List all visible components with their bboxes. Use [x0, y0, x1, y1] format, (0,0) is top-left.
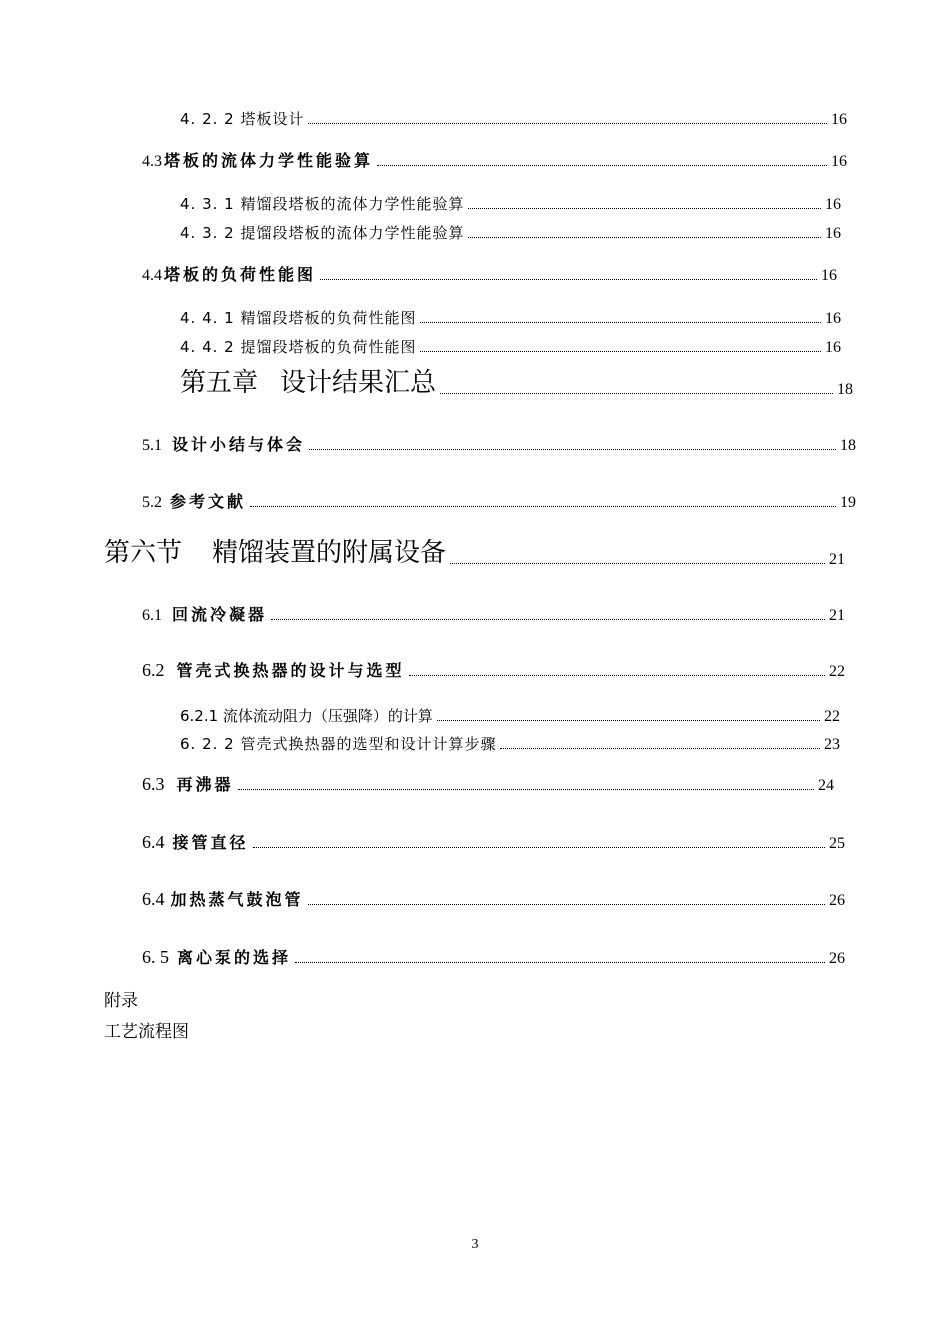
dot-leader — [295, 962, 825, 963]
toc-entry-label — [142, 945, 291, 968]
toc-entry[interactable] — [142, 830, 845, 853]
toc-section-number: 6. 5 — [142, 947, 169, 967]
toc-section-title: 离心泵的选择 — [177, 948, 292, 967]
toc-entry-label: 6. 2. 2 管壳式换热器的选型和设计计算步骤 — [180, 735, 497, 753]
dot-leader — [468, 237, 821, 238]
toc-entry-label — [142, 772, 234, 795]
toc-page-number: 21 — [829, 607, 845, 624]
toc-entry[interactable] — [142, 489, 856, 512]
toc-page-number: 16 — [825, 310, 841, 327]
dot-leader — [238, 789, 814, 790]
dot-leader — [271, 619, 825, 620]
toc-entry[interactable] — [180, 307, 841, 328]
toc-page-number: 16 — [831, 111, 847, 128]
toc-entry[interactable] — [142, 887, 845, 910]
dot-leader — [309, 449, 836, 450]
toc-entry-label: 4. 4. 1 精馏段塔板的负荷性能图 — [180, 309, 417, 327]
toc-page-number: 19 — [840, 494, 856, 511]
toc-entry-label: 4. 2. 2 塔板设计 — [180, 110, 305, 128]
toc-chapter-entry[interactable] — [104, 532, 845, 569]
toc-entry[interactable] — [142, 262, 837, 285]
toc-section-title: 塔板的负荷性能图 — [164, 265, 317, 284]
dot-leader — [500, 748, 820, 749]
toc-section-title: 再沸器 — [176, 775, 234, 794]
toc-page-number: 16 — [825, 339, 841, 356]
toc-entry-label: 4. 3. 2 提馏段塔板的流体力学性能验算 — [180, 224, 465, 242]
dot-leader — [437, 720, 820, 721]
toc-chapter-label — [180, 362, 436, 399]
page-number: 3 — [471, 1237, 479, 1252]
appendix-title[interactable]: 附录 — [104, 991, 138, 1011]
toc-entry-label: 6.2.1 流体流动阻力（压强降）的计算 — [180, 707, 433, 725]
toc-entry[interactable] — [142, 945, 845, 968]
dot-leader — [250, 506, 836, 507]
toc-chapter-entry[interactable] — [180, 362, 853, 399]
toc-page-number: 23 — [824, 736, 840, 753]
dot-leader — [440, 393, 833, 394]
toc-entry-label — [142, 602, 267, 625]
toc-section-number: 4.3 — [142, 153, 162, 170]
toc-entry[interactable] — [180, 193, 841, 214]
toc-section-number: 5.1 — [142, 437, 162, 454]
dot-leader — [253, 847, 825, 848]
toc-page-number: 16 — [821, 267, 837, 284]
dot-leader — [420, 351, 821, 352]
toc-entry-label — [142, 887, 304, 910]
toc-section-number: 6.4 — [142, 889, 165, 909]
toc-section-number: 5.2 — [142, 494, 162, 511]
toc-page-number: 16 — [825, 196, 841, 213]
toc-page-number: 16 — [831, 153, 847, 170]
chapter-number: 第五章 — [180, 368, 259, 398]
toc-entry[interactable] — [142, 148, 847, 171]
toc-entry[interactable] — [142, 602, 845, 625]
dot-leader — [320, 279, 817, 280]
toc-entry[interactable] — [180, 705, 840, 726]
toc-entry[interactable] — [142, 772, 834, 795]
toc-entry-label: 4. 3. 1 精馏段塔板的流体力学性能验算 — [180, 195, 465, 213]
dot-leader — [450, 563, 825, 564]
toc-entry-label — [142, 658, 405, 681]
toc-section-title: 回流冷凝器 — [172, 605, 268, 624]
toc-entry-label — [142, 432, 305, 455]
chapter-title: 设计结果汇总 — [280, 368, 437, 398]
toc-entry[interactable] — [180, 336, 841, 357]
toc-section-title: 加热蒸气鼓泡管 — [170, 890, 304, 909]
toc-section-title: 管壳式换热器的设计与选型 — [176, 661, 405, 680]
toc-section-number: 4.4 — [142, 267, 162, 284]
appendix-item[interactable]: 工艺流程图 — [104, 1022, 189, 1042]
toc-page-number: 26 — [829, 950, 845, 967]
toc-page-number: 22 — [824, 708, 840, 725]
toc-page-number: 16 — [825, 225, 841, 242]
toc-section-number: 6.4 — [142, 832, 165, 852]
toc-entry[interactable] — [180, 108, 847, 129]
chapter-number: 第六节 — [104, 538, 183, 568]
toc-page-number: 25 — [829, 835, 845, 852]
toc-page-number: 18 — [840, 437, 856, 454]
toc-section-title: 设计小结与体会 — [172, 435, 306, 454]
toc-section-title: 参考文献 — [170, 492, 247, 511]
toc-entry-label: 4. 4. 2 提馏段塔板的负荷性能图 — [180, 338, 417, 356]
toc-entry-label — [142, 830, 249, 853]
toc-entry[interactable] — [142, 432, 856, 455]
toc-page-number: 18 — [837, 381, 853, 398]
toc-entry-label — [142, 489, 246, 512]
dot-leader — [420, 322, 821, 323]
toc-entry[interactable] — [180, 222, 841, 243]
toc-page-number: 26 — [829, 892, 845, 909]
dot-leader — [308, 904, 825, 905]
toc-entry-label — [142, 148, 373, 171]
toc-page-number: 24 — [818, 777, 834, 794]
dot-leader — [377, 165, 827, 166]
chapter-title: 精馏装置的附属设备 — [212, 538, 447, 568]
toc-entry[interactable] — [142, 658, 845, 681]
toc-section-title: 接管直径 — [172, 833, 249, 852]
dot-leader — [308, 123, 827, 124]
toc-entry-label — [142, 262, 316, 285]
toc-section-number: 6.1 — [142, 607, 162, 624]
toc-section-number: 6.3 — [142, 774, 165, 794]
dot-leader — [409, 675, 825, 676]
toc-entry[interactable] — [180, 733, 840, 754]
toc-page-number: 21 — [829, 551, 845, 568]
toc-page-number: 22 — [829, 663, 845, 680]
toc-section-number: 6.2 — [142, 660, 165, 680]
toc-chapter-label — [104, 532, 446, 569]
toc-section-title: 塔板的流体力学性能验算 — [164, 151, 374, 170]
dot-leader — [468, 208, 821, 209]
